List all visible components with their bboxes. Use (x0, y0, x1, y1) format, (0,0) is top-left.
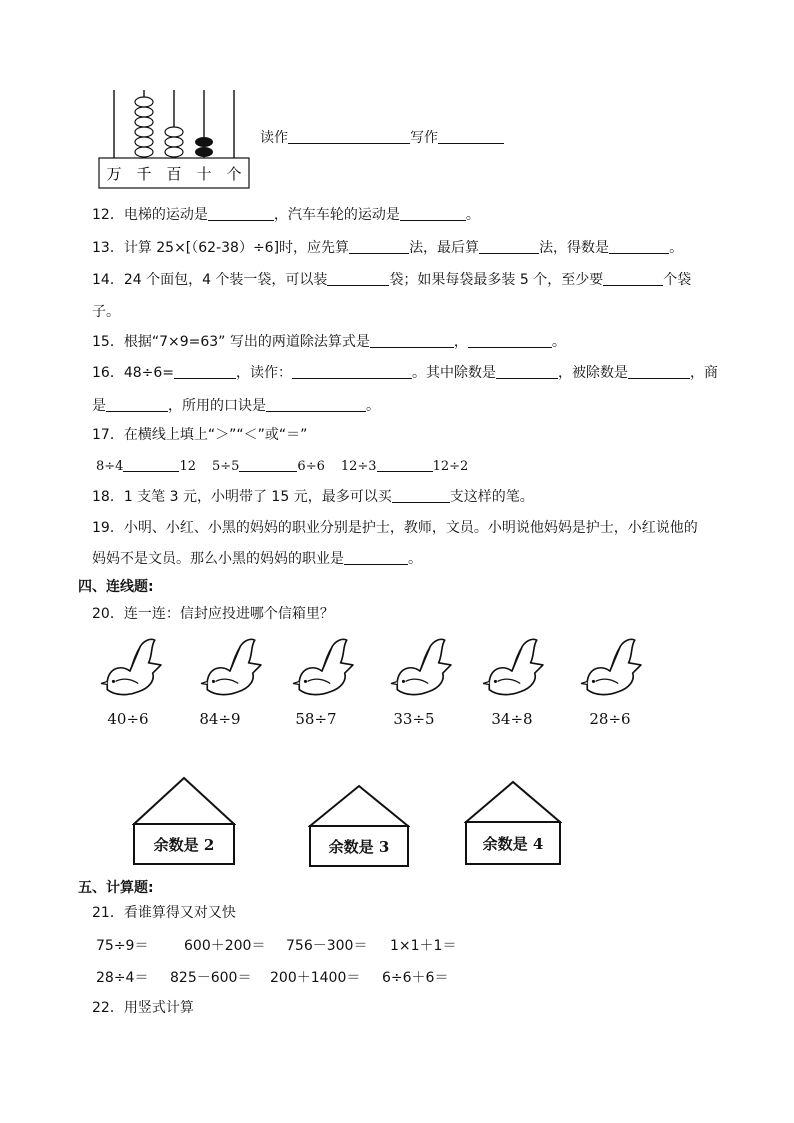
dove-icon (290, 636, 356, 700)
dove-icon (198, 636, 264, 700)
mailbox-label-3: 余数是 4 (482, 835, 544, 853)
read-label: 读作 (260, 130, 288, 146)
calc-item: 200＋1400＝ (270, 970, 361, 986)
q17-blank-1[interactable] (123, 457, 179, 472)
q13-text-3: 法，得数是 (539, 240, 610, 256)
q17-item-1: 8÷4 (96, 459, 124, 474)
place-bai: 百 (166, 165, 182, 183)
q15-end: 。 (551, 334, 566, 350)
q14-blank-2[interactable] (603, 271, 663, 286)
q18-end: 支这样的笔。 (449, 489, 534, 505)
mailbox-label-2: 余数是 3 (328, 838, 390, 856)
q16-text-3: 。其中除数是 (412, 365, 496, 381)
q17-blank-3[interactable] (377, 457, 433, 472)
dove-icon (98, 636, 164, 700)
section-5-heading: 五、计算题: (78, 880, 154, 896)
q16-blank-5[interactable] (106, 397, 168, 412)
q13-text-2: 法，最后算 (409, 240, 480, 256)
q16-blank-1[interactable] (174, 364, 236, 379)
q15-blank-1[interactable] (370, 333, 454, 348)
q17-item-2: 12 (179, 459, 196, 474)
q14-text: 14．24 个面包，4 个装一袋，可以装 (92, 272, 328, 288)
q13-end: 。 (669, 240, 684, 256)
question-15 (92, 332, 566, 352)
q17-item-3: 5÷5 (211, 459, 240, 474)
calc-item: 756－300＝ (286, 938, 368, 954)
write-blank[interactable] (438, 129, 504, 144)
q12-end: 。 (465, 207, 480, 223)
q15-text: 15．根据“7×9=63” 写出的两道除法算式是 (92, 334, 370, 350)
question-17: 17．在横线上填上“＞”“＜”或“＝” (92, 427, 308, 443)
q17-item-4: 6÷6 (297, 459, 325, 474)
q17-item-5: 12÷3 (340, 459, 377, 474)
q13-blank-2[interactable] (479, 239, 539, 254)
question-14 (92, 270, 691, 290)
q12-blank-2[interactable] (400, 206, 466, 221)
q16-text-5: ，商 (690, 365, 718, 381)
q16-line2-text: 是 (92, 398, 106, 414)
q12-blank-1[interactable] (208, 206, 274, 221)
question-14-line-2: 子。 (92, 304, 120, 320)
q16-line2-end: 。 (366, 398, 380, 414)
q16-line2-text-2: ，所用的口诀是 (168, 398, 266, 414)
envelope-expression-6[interactable]: 28÷6 (589, 710, 631, 728)
place-shi: 十 (196, 165, 212, 183)
question-16-line-2 (92, 396, 380, 416)
q15-blank-2[interactable] (468, 333, 552, 348)
q17-item-6: 12÷2 (432, 459, 469, 474)
q16-blank-6[interactable] (266, 397, 366, 412)
envelope-expression-2[interactable]: 84÷9 (199, 710, 241, 728)
q19-blank[interactable] (344, 550, 408, 565)
calc-item: 1×1＋1＝ (390, 938, 457, 954)
question-18 (92, 487, 534, 507)
dove-icon (480, 636, 546, 700)
abacus-diagram (96, 88, 252, 190)
q14-blank-1[interactable] (327, 271, 389, 286)
abacus-read-write (260, 128, 504, 148)
q18-blank[interactable] (392, 488, 450, 503)
mailbox-label-1: 余数是 2 (153, 836, 215, 854)
place-qian: 千 (136, 165, 152, 183)
place-wan: 万 (106, 165, 122, 183)
q16-blank-2[interactable] (292, 364, 412, 379)
question-20: 20．连一连：信封应投进哪个信箱里？ (92, 606, 334, 622)
q16-text: 16．48÷6= (92, 365, 174, 381)
q12-text: 12．电梯的运动是 (92, 207, 208, 223)
question-17-items (96, 457, 468, 477)
q19-text: 妈妈不是文员。那么小黑的妈妈的职业是 (92, 551, 344, 567)
question-19: 19．小明、小红、小黑的妈妈的职业分别是护士，教师，文员。小明说他妈妈是护士，小红说他的 (92, 520, 698, 536)
q19-end: 。 (408, 551, 422, 567)
q14-text-3: 个袋 (663, 272, 692, 288)
question-16 (92, 363, 718, 383)
question-19-line-2 (92, 549, 422, 569)
write-label: 写作 (410, 130, 438, 146)
calc-item: 825－600＝ (170, 970, 252, 986)
envelope-expression-5[interactable]: 34÷8 (491, 710, 533, 728)
q13-text: 13．计算 25×[（62-38）÷6]时，应先算 (92, 240, 350, 256)
dove-icon (578, 636, 644, 700)
q13-blank-3[interactable] (609, 239, 669, 254)
calc-item: 6÷6＋6＝ (382, 970, 449, 986)
calc-item: 600＋200＝ (184, 938, 266, 954)
mailbox-remainder-2[interactable] (132, 776, 236, 866)
q14-text-2: 袋；如果每袋最多装 5 个，至少要 (389, 272, 604, 288)
q13-blank-1[interactable] (349, 239, 409, 254)
q16-blank-4[interactable] (628, 364, 690, 379)
question-12 (92, 205, 480, 225)
calc-item: 75÷9＝ (96, 938, 149, 954)
dove-icon (388, 636, 454, 700)
place-ge: 个 (226, 165, 242, 183)
q16-blank-3[interactable] (496, 364, 558, 379)
q18-text: 18．1 支笔 3 元，小明带了 15 元，最多可以买 (92, 489, 392, 505)
envelope-expression-3[interactable]: 58÷7 (295, 710, 337, 728)
envelope-expression-4[interactable]: 33÷5 (393, 710, 435, 728)
q17-blank-2[interactable] (239, 457, 297, 472)
q15-comma: ， (453, 334, 468, 350)
q12-text-2: ，汽车车轮的运动是 (273, 207, 400, 223)
envelope-expression-1[interactable]: 40÷6 (107, 710, 149, 728)
read-blank[interactable] (288, 129, 410, 144)
section-4-heading: 四、连线题: (78, 579, 154, 595)
mailbox-remainder-4[interactable] (464, 780, 562, 866)
mailbox-remainder-3[interactable] (308, 784, 410, 868)
q16-text-2: ，读作： (236, 365, 292, 381)
question-21: 21．看谁算得又对又快 (92, 905, 236, 921)
question-13 (92, 238, 683, 258)
q16-text-4: ，被除数是 (558, 365, 628, 381)
calc-item: 28÷4＝ (96, 970, 149, 986)
question-22: 22．用竖式计算 (92, 1000, 194, 1016)
